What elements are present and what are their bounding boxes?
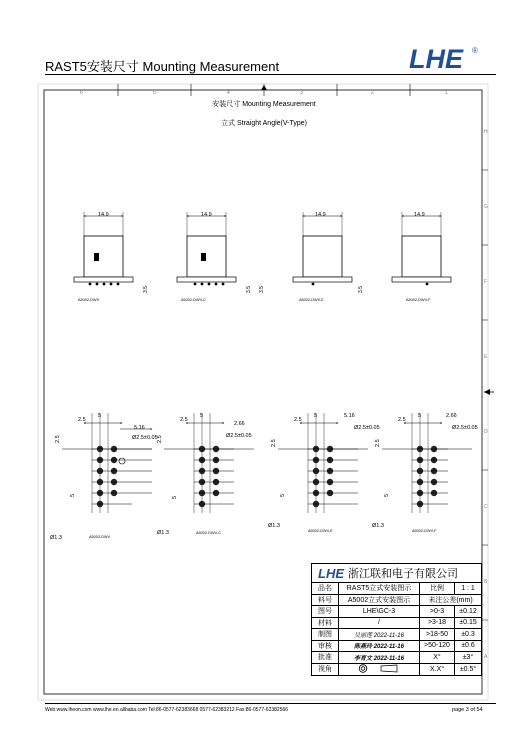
pitch-b: 5 [314,413,318,419]
top-view-3 [259,212,352,302]
offset-dim: 5.16 [134,425,145,431]
projection-icon [349,664,409,673]
side-dim: 2.5 [375,439,381,447]
title-block [311,563,482,676]
pitch-a: 2.5 [294,417,302,423]
top-view-2 [177,212,252,302]
model-label: A5002-DWV-E [308,529,333,533]
model-label: A5002-DWV [78,298,100,302]
footer-rule [45,703,496,704]
side-dim: 2.5 [271,439,277,447]
row-label: H [484,129,488,135]
bottom-dim: 5 [70,493,76,497]
footprint-2 [157,413,254,536]
pitch-a: 2.5 [180,417,188,423]
title-block-table [311,582,482,676]
footprint-3 [268,413,380,533]
hole-dim: Ø2.5±0.05 [226,433,252,439]
pitch-b: 5 [418,413,422,419]
col-label: 2 [371,90,374,96]
bottom-dim: 5 [172,495,178,499]
table-row: 图号 LHE\GC-3 >0-3 ±0.12 [312,606,482,618]
hole-dim: Ø2.5±0.05 [354,425,380,431]
dim-width: 14.9 [315,212,326,218]
hole-dim: Ø2.5±0.05 [452,425,478,431]
company-name: 浙江联和电子有限公司 [348,568,458,580]
table-row: 批准 李育文 2022-11-16 X° ±3° [312,652,482,664]
side-dim: 2.5 [55,435,61,443]
row-label: F [484,279,488,285]
side-dim: 2.5 [157,435,163,443]
table-row: 品名 RAST5立式安装图示 比例 1 : 1 [312,583,482,595]
dim-height: 3.5 [358,286,364,293]
dim-height: 3.5 [259,286,265,293]
bottom-dim: 5 [280,493,286,497]
model-label: A5002-DWV [89,535,111,539]
pin-dim: Ø1.3 [50,535,62,541]
table-row: 视角 X.X° ±0.5° [312,663,482,675]
dim-width: 14.9 [414,212,425,218]
page-number: page 3 of 54 [452,707,483,713]
model-label: A5002-DWV-F [406,298,431,302]
dim-height: 3.5 [246,286,252,293]
center-mark-top [261,85,267,90]
col-label: 3 [300,90,303,96]
projection-symbol [339,663,420,675]
col-label: 1 [445,90,448,96]
title-block-header [311,563,482,582]
drawing-subtitle: 立式 Straight Angle(V-Type) [221,120,307,127]
page-title: RAST5安装尺寸 Mounting Measurement [45,59,280,74]
footprint-1 [50,413,158,541]
model-label: A5002-DWV-C [196,531,221,535]
dim-height: 3.5 [143,286,149,293]
pitch-b: 5 [98,413,102,419]
row-label: A [484,654,488,660]
row-label: D [484,429,488,435]
model-label: A5002-DWV-E [299,298,324,302]
pin-dim: Ø1.3 [372,523,384,529]
table-row: 制图 吴丽莲 2022-11-16 >18-50 ±0.3 [312,629,482,641]
table-row: 料号 A5002立式安装图示 未注公差(mm) [312,594,482,606]
bottom-dim: 5 [384,493,390,497]
row-label: E [484,354,488,360]
offset-dim: 5.16 [344,413,355,419]
top-view-4 [358,212,451,302]
footer-contact: Web:www.lheon.com www.lhe.en.alibaba.com Tel:86-0577-62383668 0577-62383212 Fax:86-0577-62382566 [45,707,289,713]
model-label: A5002-DWV-F [412,529,437,533]
model-label: A5002-DWV-C [181,298,206,302]
table-row: 材料 / >3-18 ±0.15 [312,617,482,629]
pitch-a: 2.5 [398,417,406,423]
col-label: 4 [227,90,230,96]
pitch-b: 5 [200,413,204,419]
top-view-1 [74,212,149,302]
row-label: G [484,204,488,210]
offset-dim: 2.66 [234,421,245,427]
dim-width: 14.9 [201,212,212,218]
pin-dim: Ø1.3 [268,523,280,529]
footprint-4 [372,413,478,533]
title-block-logo: LHE [318,565,344,581]
row-label: B [484,579,488,585]
logo-text: LHE [409,44,463,72]
pitch-a: 2.5 [78,417,86,423]
dim-width: 14.9 [98,212,109,218]
offset-dim: 2.66 [446,413,457,419]
registered-mark: ® [472,46,478,55]
hole-dim: Ø2.5±0.05 [132,435,158,441]
col-label: 6 [80,90,83,96]
col-label: 5 [153,90,156,96]
pin-dim: Ø1.3 [157,530,169,536]
drawing-title: 安装尺寸 Mounting Measurement [212,101,316,108]
table-row: 审核 陈燕玲 2022-11-16 >50-120 ±0.6 [312,640,482,652]
row-label: C [484,504,488,510]
